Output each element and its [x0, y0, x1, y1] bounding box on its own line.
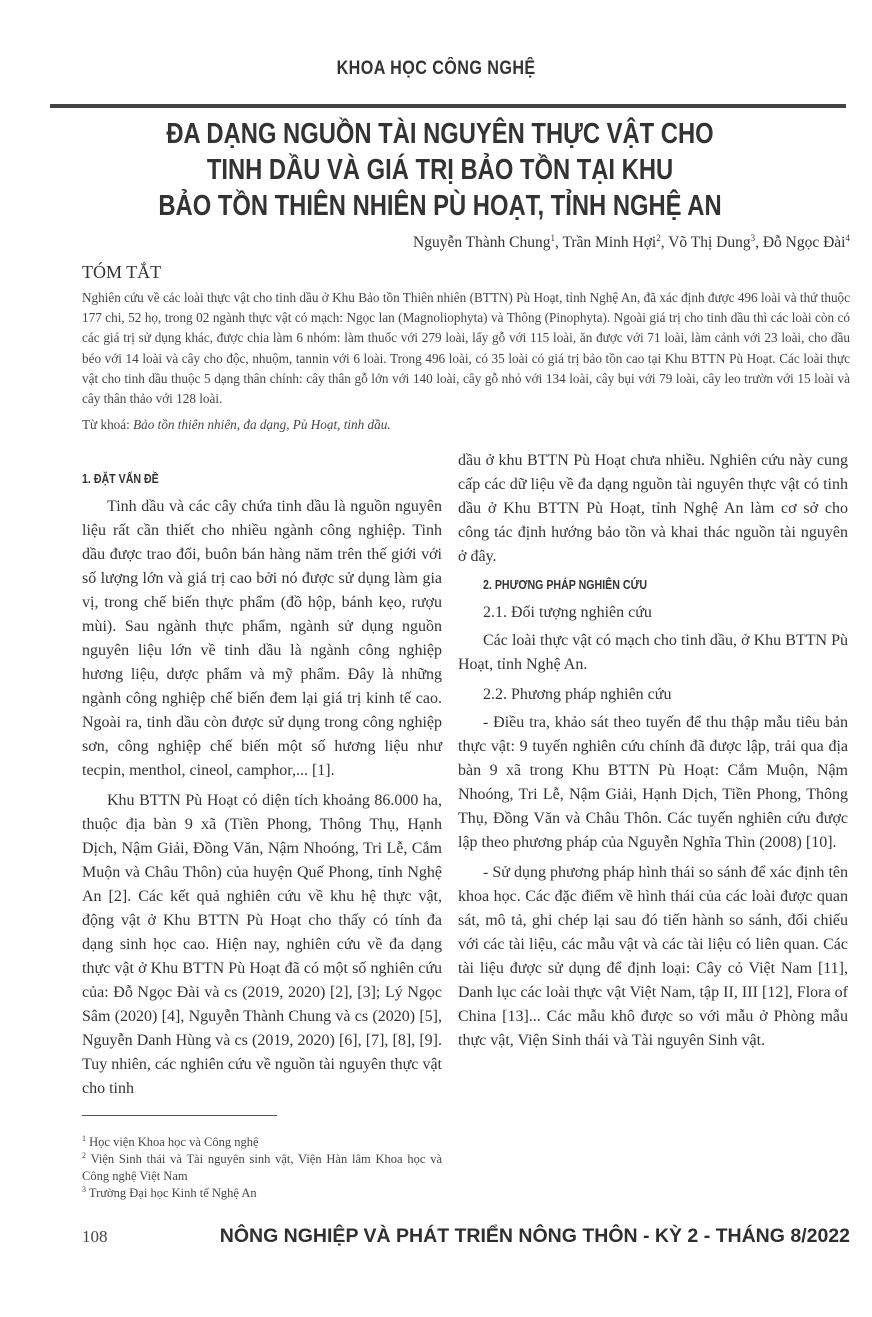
title-line: ĐA DẠNG NGUỒN TÀI NGUYÊN THỰC VẬT CHO — [166, 118, 714, 150]
paragraph: Các loài thực vật có mạch cho tinh dầu, ở Khu BTTN Pù Hoạt, tỉnh Nghệ An. — [458, 632, 848, 674]
footnote-text: Học viện Khoa học và Công nghệ — [89, 1135, 259, 1150]
paragraph: dầu ở khu BTTN Pù Hoạt chưa nhiều. Nghiên cứu này cung cấp các dữ liệu về đa dạng nguồn tài nguyên thực vật có tinh dầu ở Khu BTTN Pù Hoạt, tỉnh Nghệ An làm cơ sở cho công tác định hướng bảo tồn và khai thác nguồn tài nguyên ở đây. — [458, 452, 848, 566]
author-name: Nguyễn Thành Chung — [413, 234, 551, 251]
footnote-number: 3 — [82, 1185, 86, 1195]
author-affiliation: 3 — [750, 232, 756, 243]
section-label-text: KHOA HỌC CÔNG NGHỆ — [336, 58, 536, 79]
section-heading — [82, 469, 442, 489]
subsection-heading: 2.1. Đối tượng nghiên cứu — [483, 604, 652, 622]
footnote — [82, 1185, 442, 1202]
footnote-number: 2 — [82, 1151, 86, 1161]
subsection-heading: 2.2. Phương pháp nghiên cứu — [483, 686, 672, 704]
keywords-label: Từ khoá: — [82, 417, 130, 433]
footnote-rule — [82, 1115, 277, 1116]
section-heading — [483, 575, 848, 595]
paragraph: Khu BTTN Pù Hoạt có diện tích khoảng 86.000 ha, thuộc địa bàn 9 xã (Tiền Phong, Thông Thụ, Hạnh Dịch, Nậm Giải, Đồng Văn, Nậm Nhoóng, Tri Lễ, Cắm Muộn và Châu Thôn) của huyện Quế Phong, tỉnh Nghệ An [2]. Các kết quả nghiên cứu về khu hệ thực vật, động vật ở Khu BTTN Pù Hoạt cho thấy có tính đa dạng sinh học cao. Hiện nay, nghiên cứu về đa dạng thực vật ở Khu BTTN Pù Hoạt đã có một số nghiên cứu của: Đỗ Ngọc Đài và cs (2019, 2020) [2], [3]; Lý Ngọc Sâm (2020) [4], Nguyễn Thành Chung và cs (2020) [5], Nguyễn Danh Hùng và cs (2019, 2020) [6], [7], [8], [9]. Tuy nhiên, các nghiên cứu về nguồn tài nguyên thực vật cho tinh — [82, 792, 442, 1098]
author-name: Trần Minh Hợi — [562, 234, 657, 251]
left-column — [82, 449, 442, 1202]
title-line: BẢO TỒN THIÊN NHIÊN PÙ HOẠT, TỈNH NGHỆ AN — [158, 190, 722, 222]
footnote — [82, 1134, 442, 1151]
keywords-list: Bảo tồn thiên nhiên, đa dạng, Pù Hoạt, tinh dầu. — [133, 417, 391, 433]
body-columns — [82, 449, 850, 1202]
footnotes — [82, 1134, 442, 1202]
title-line: TINH DẦU VÀ GIÁ TRỊ BẢO TỒN TẠI KHU — [206, 154, 674, 186]
paragraph: - Điều tra, khảo sát theo tuyến để thu thập mẫu tiêu bản thực vật: 9 tuyến nghiên cứu chính đã được lập, trải qua địa bàn 9 xã trong Khu BTTN Pù Hoạt: Cắm Muộn, Nậm Nhoóng, Tri Lễ, Nậm Giải, Hạnh Dịch, Tiền Phong, Thông Thụ, Đồng Văn và Châu Thôn. Các tuyến nghiên cứu được lập theo phương pháp của Nguyễn Nghĩa Thìn (2008) [10]. — [458, 714, 848, 852]
page-footer — [82, 1224, 850, 1249]
section-heading-text: 2. PHƯƠNG PHÁP NGHIÊN CỨU — [483, 578, 648, 593]
author-name: Đỗ Ngọc Đài — [762, 234, 846, 251]
keywords — [82, 415, 850, 435]
paragraph: - Sử dụng phương pháp hình thái so sánh để xác định tên khoa học. Các đặc điểm về hình thái của các loài được quan sát, mô tả, ghi chép lại sau đó tiến hành so sánh, đối chiếu với các tài liệu, các mẫu vật và các tài liệu có liên quan. Các tài liệu được sử dụng để định loại: Cây cỏ Việt Nam [11], Danh lục các loài thực vật Việt Nam, tập II, III [12], Flora of China [13]... Các mẫu khô được so với mẫu ở Phòng mẫu thực vật, Viện Sinh thái và Tài nguyên Sinh vật. — [458, 864, 848, 1050]
author-list: Nguyễn Thành Chung$^1$, Trần Minh Hợi$^2$, Võ Thị Dung$^3$, Đỗ Ngọc Đài$^4$ — [413, 232, 850, 251]
author-affiliation: 2 — [656, 232, 661, 243]
footnote-text: Viện Sinh thái và Tài nguyên sinh vật, Viện Hàn lâm Khoa học và Công nghệ Việt Nam — [82, 1152, 442, 1184]
section-heading-text: 1. ĐẶT VẤN ĐỀ — [82, 472, 159, 487]
author-affiliation: 1 — [550, 232, 555, 243]
author-affiliation: 4 — [845, 232, 850, 243]
author-name: Võ Thị Dung — [668, 234, 751, 251]
footnote-text: Trường Đại học Kinh tế Nghệ An — [88, 1186, 257, 1201]
journal-footer: NÔNG NGHIỆP VÀ PHÁT TRIỂN NÔNG THÔN - KỲ 2 - THÁNG 8/2022 — [219, 1225, 850, 1248]
page-number: 108 — [82, 1227, 108, 1247]
paragraph: Tinh dầu và các cây chứa tinh dầu là nguồn nguyên liệu rất cần thiết cho nhiều ngành công nghiệp. Tinh dầu được trao đổi, buôn bán hàng năm trên thế giới với số lượng lớn và giá trị cao bởi nó được sử dụng làm gia vị, trong chế biến thực phẩm (đồ hộp, bánh kẹo, rượu mùi). Sau ngành thực phẩm, ngành sử dụng nguồn nguyên liệu lớn về tinh dầu là ngành công nghiệp hương liệu, dược phẩm và mỹ phẩm. Đây là những ngành công nghiệp chế biến đem lại giá trị kinh tế cao. Ngoài ra, tinh dầu còn được sử dụng trong công nghiệp sơn, công nghiệp chế biến một số hương liệu như tecpin, menthol, cineol, camphor,... [1]. — [82, 498, 442, 780]
footnote-number: 1 — [82, 1134, 86, 1144]
abstract-text: Nghiên cứu về các loài thực vật cho tinh dầu ở Khu Bảo tồn Thiên nhiên (BTTN) Pù Hoạt, tỉnh Nghệ An, đã xác định được 496 loài và thứ thuộc 177 chi, 52 họ, trong 02 ngành thực vật có mạch: Ngọc lan (Magnoliophyta) và Thông (Pinophyta). Ngoài giá trị cho tinh dầu thì các loài còn có các giá trị sử dụng khác, được chia làm 6 nhóm: làm thuốc với 279 loài, lấy gỗ với 115 loài, ăn được với 71 loài, làm cảnh với 23 loài, cho dầu béo với 14 loài và cây cho độc, nhuộm, tannin với 6 loài. Trong 496 loài, có 35 loài có giá trị bảo tồn cao tại Khu BTTN Pù Hoạt. Các loài thực vật cho tinh dầu thuộc 5 dạng thân chính: cây thân gỗ lớn với 140 loài, cây gỗ nhỏ với 134 loài, cây bụi với 79 loài, cây leo trườn với 15 loài và cây thân thảo với 128 loài. — [82, 290, 850, 407]
abstract-heading: TÓM TẮT — [82, 262, 162, 282]
right-column — [458, 449, 848, 1059]
article-title — [40, 116, 840, 224]
section-label — [0, 56, 872, 82]
footnote — [82, 1151, 442, 1185]
header-rule — [50, 104, 846, 108]
